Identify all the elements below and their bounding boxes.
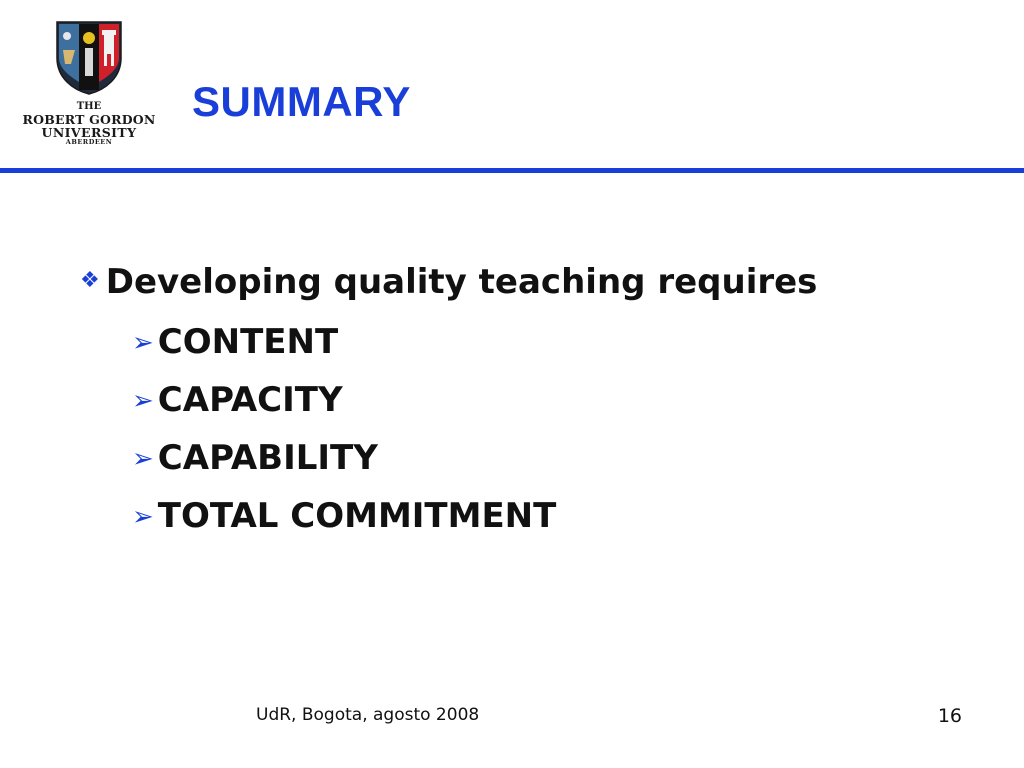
- sub-bullet-text: CAPACITY: [157, 380, 343, 420]
- logo-text-line: ABERDEEN: [65, 137, 113, 146]
- page-number: 16: [937, 705, 962, 727]
- logo-text-line: ROBERT GORDON: [22, 111, 156, 127]
- arrow-bullet-icon: ➢: [132, 502, 154, 532]
- logo-text-line: THE: [76, 101, 102, 112]
- sub-bullet-item: [132, 492, 556, 550]
- university-logo: [18, 20, 160, 160]
- sub-bullet-text: CAPABILITY: [157, 438, 378, 478]
- arrow-bullet-icon: ➢: [132, 328, 154, 358]
- sub-bullet-text: TOTAL COMMITMENT: [157, 496, 557, 536]
- sub-bullet-item: [132, 376, 556, 434]
- sub-bullet-text: CONTENT: [157, 322, 339, 362]
- sub-bullet-list: [132, 318, 556, 550]
- crest-icon: [55, 20, 123, 96]
- header-divider: [0, 168, 1024, 173]
- arrow-bullet-icon: ➢: [132, 386, 154, 416]
- footer-text: UdR, Bogota, agosto 2008: [256, 705, 480, 725]
- slide-title: SUMMARY: [192, 78, 411, 125]
- logo-text-line: UNIVERSITY: [41, 124, 137, 140]
- sub-bullet-item: [132, 318, 556, 376]
- arrow-bullet-icon: ➢: [132, 444, 154, 474]
- main-bullet: [80, 262, 817, 302]
- sub-bullet-item: [132, 434, 556, 492]
- diamond-bullet-icon: ❖: [80, 268, 100, 293]
- main-bullet-text: Developing quality teaching requires: [105, 262, 818, 302]
